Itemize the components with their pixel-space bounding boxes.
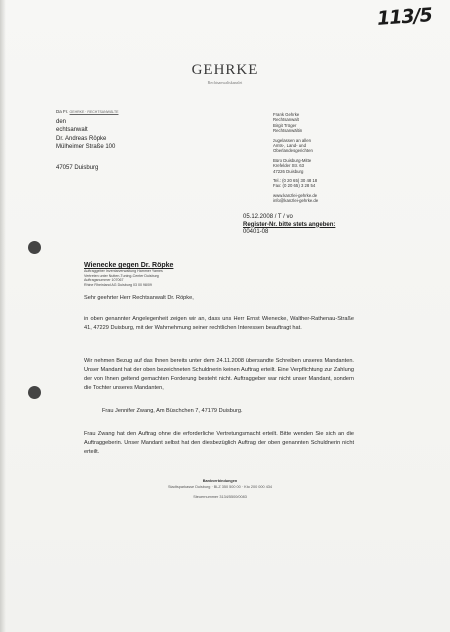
salutation: Sehr geehrter Herr Rechtsanwalt Dr. Röpke,	[84, 295, 194, 301]
subject-detail-2: Vertreten unter Nutten-Tuning-Center Duisburg	[84, 273, 159, 278]
subject-detail-1: Auftraggeber Inventarverwaltung Hammer Yames	[84, 269, 163, 273]
footer-tax: Steuernummer 3134/5500/0083	[193, 495, 247, 499]
footer-bank: Stadtsparkasse Duisburg · BLZ 350 500 00 · Kto 200 000 434	[167, 485, 273, 489]
handwritten-reference: 113/5	[376, 4, 433, 30]
paragraph-4: Frau Zwang hat den Auftrag ohne die erforderliche Vertretungsmacht erteilt. Bitte wenden Sie sich an die Auftraggeberin. Unser Mandant selbst hat den diesbezüglich Auftrag der oben genannten Schuldnerin nicht erteilt.	[84, 431, 354, 455]
fax-line: Fax: (0 20 65) 3 28 54	[273, 183, 316, 189]
office-line-1: Büro Duisburg-Mitte	[273, 157, 312, 163]
address-block	[56, 109, 246, 172]
paragraph-3: Frau Jennifer Zwang, Am Büschchen 7, 47179 Duisburg.	[102, 408, 243, 414]
subject-detail-4: Rhine Rheinland AG Duisburg 03 00 98/09	[84, 282, 152, 287]
punch-hole-top	[28, 241, 41, 254]
admission-note-1: zugelassen an allen	[273, 137, 311, 143]
lawyer-2-name: Birgit Tröger	[273, 122, 297, 128]
footer-title: Bankverbindungen	[202, 479, 238, 483]
subject-title: Wienecke gegen Dr. Röpke	[84, 262, 174, 269]
register-number: 00401-08	[243, 229, 269, 236]
sender-underlined: GEHRKE · RECHTSANWÄLTE	[69, 110, 119, 114]
sender-prefix: Da Fr.	[56, 109, 69, 114]
subject-detail-3: Auftragsnummer 107067	[84, 278, 124, 282]
letterhead-name: GEHRKE	[191, 62, 259, 78]
lawyer-1-name: Frank Gehrke	[273, 112, 300, 117]
lawyer-1-title: Rechtsanwalt	[273, 117, 299, 123]
register-label: Register-Nr. bitte stets angeben:	[243, 221, 336, 228]
scan-edge-shadow	[0, 0, 6, 632]
office-line-3: 47226 Duisburg	[273, 168, 304, 174]
website-line: www.kanzlei-gehrke.de	[273, 192, 318, 198]
admission-note-3: Oberlandesgerichten	[273, 148, 313, 154]
admission-note-2: Amts-, Land- und	[273, 143, 306, 149]
paragraph-2: Wir nehmen Bezug auf das Ihnen bereits unter dem 24.11.2008 übersandte Schreiben unseres Mandanten. Unser Mandant hat der oben bezeichneten Schuldnerin keinen Auftrag erteilt. Eine Verpflichtung zur Zahlung der von Ihnen geltend gemachten Forderung besteht nicht. Auftraggeber war nicht unser Mandant, sondern die Tochter unseres Mandanten,	[84, 358, 354, 391]
date-block	[243, 214, 335, 237]
recipient-city: 47057 Duisburg	[56, 164, 99, 171]
recipient-line-3: Dr. Andreas Röpke	[56, 135, 107, 142]
letterhead	[0, 62, 450, 85]
lawyer-2-title: Rechtsanwältin	[273, 128, 303, 134]
recipient-line-1: den	[56, 119, 67, 125]
letter-date: 05.12.2008 / T / vo	[243, 214, 293, 220]
paragraph-1: in oben genannter Angelegenheit zeigen wir an, dass uns Herr Ernst Wienecke, Walther-Rathenau-Straße 41, 47229 Duisburg, mit der Wahrnehmung seiner rechtlichen Interessen beauftragt hat.	[84, 316, 354, 331]
letterhead-subtitle: Rechtsanwaltskanzlei	[207, 80, 243, 85]
subject-block	[84, 262, 284, 287]
firm-sidebar	[273, 112, 363, 204]
page-footer	[140, 478, 300, 500]
office-line-2: Krefelder Str. 63	[273, 163, 305, 169]
punch-hole-bottom	[28, 386, 41, 399]
email-line: info@kanzlei-gehrke.de	[273, 198, 319, 204]
recipient-line-2: echtsanwalt	[56, 127, 88, 134]
recipient-line-4: Mülheimer Straße 100	[56, 144, 116, 151]
phone-line: Tel.: (0 20 65) 30 48 18	[273, 178, 318, 184]
